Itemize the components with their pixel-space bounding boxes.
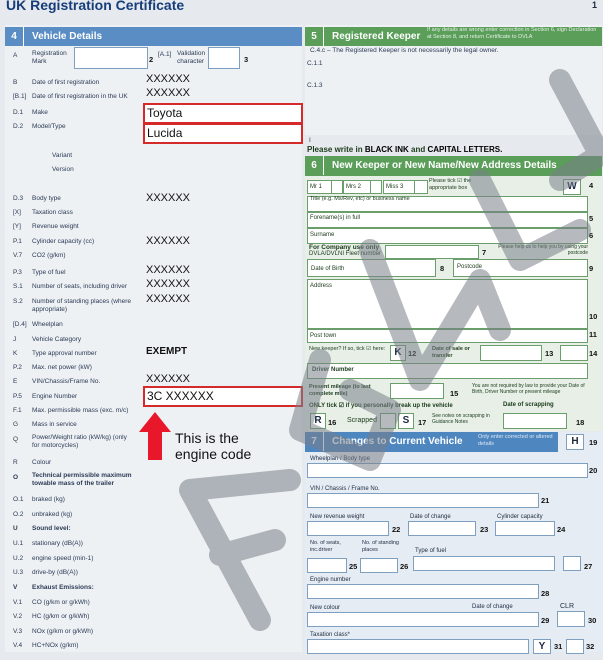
h-box[interactable]: H xyxy=(566,434,584,450)
row-label: Body type xyxy=(32,195,61,202)
row-code: R xyxy=(13,459,18,466)
date-scrapping-label: Date of scrapping xyxy=(503,402,554,408)
row-label: VIN/Chassis/Frame No. xyxy=(32,378,101,385)
scrapped-checkbox[interactable] xyxy=(380,413,396,429)
row-label: Max. net power (kW) xyxy=(32,364,92,371)
fleet-num: 7 xyxy=(482,248,487,257)
forenames-num: 5 xyxy=(589,214,594,223)
section-5-title: Registered Keeper xyxy=(332,31,421,42)
mr-label: Mr xyxy=(310,184,317,190)
please-write-prefix: Please write in xyxy=(307,145,365,154)
make-value: Toyota xyxy=(147,106,183,120)
registration-mark-label: Registration Mark xyxy=(32,50,67,65)
row-code: [X] xyxy=(13,209,21,216)
row-label: Type approval number xyxy=(32,350,97,357)
row-label: CO2 (g/km) xyxy=(32,252,66,259)
row-code: U.3 xyxy=(13,569,24,576)
colour-label: New colour xyxy=(310,605,341,611)
row-code: V.7 xyxy=(13,252,23,259)
fuel-checkbox[interactable] xyxy=(563,556,581,571)
row-code: F.1 xyxy=(13,407,22,414)
taxation-label: Taxation class* xyxy=(310,632,351,638)
mr-checkbox[interactable] xyxy=(331,180,343,194)
fuel-type-value: XXXXXX xyxy=(146,264,191,276)
post-town-label: Post town xyxy=(310,333,337,339)
row-code: A xyxy=(13,52,18,59)
row-label: Wheelplan xyxy=(32,321,63,328)
capital-letters-text: CAPITAL LETTERS. xyxy=(427,145,503,154)
fuel-num: 27 xyxy=(584,562,593,571)
row-code: J xyxy=(13,336,17,343)
page-number: 1 xyxy=(591,0,597,10)
surname-num: 6 xyxy=(589,231,594,240)
surname-label: Surname xyxy=(310,232,335,238)
engine-num: 28 xyxy=(541,589,550,598)
date-first-registration-uk-value: XXXXXX xyxy=(146,87,191,99)
fuel-label: Type of fuel xyxy=(415,548,447,554)
scrapping-note: See notes on scrapping in Guidance Notes xyxy=(432,413,490,425)
red-arrow-icon xyxy=(138,410,172,462)
date-scrapping-field[interactable] xyxy=(503,413,567,429)
section-4-number: 4 xyxy=(5,27,24,46)
row-code: P.5 xyxy=(13,393,22,400)
row-code: V.1 xyxy=(13,599,23,606)
mr-num: 1 xyxy=(318,184,323,190)
fuel-field[interactable] xyxy=(413,556,555,571)
revenue-label: New revenue weight xyxy=(310,514,365,520)
please-write-and: and xyxy=(408,145,428,154)
k-num: 12 xyxy=(408,349,417,358)
mrs-option[interactable] xyxy=(343,180,371,194)
company-use-label: For Company use only xyxy=(309,244,380,251)
type-approval-value: EXEMPT xyxy=(146,346,188,357)
registered-keeper-note: C.4.c – The Registered Keeper is not necessarily the legal owner. xyxy=(310,47,499,54)
mrs-checkbox[interactable] xyxy=(370,180,382,194)
row-code: E xyxy=(13,378,18,385)
engine-code-annotation: This is the engine code xyxy=(175,430,252,462)
section-7-title: Changes to Current Vehicle xyxy=(332,436,463,447)
present-mileage-label: Present mileage (to last complete mile) xyxy=(309,384,371,397)
w-num: 4 xyxy=(589,181,594,190)
date-first-registration-value: XXXXXX xyxy=(146,73,191,85)
row-label: HC+NOx (g/km) xyxy=(32,642,79,649)
field-14[interactable] xyxy=(560,345,588,361)
driver-number-label: Driver Number xyxy=(312,367,354,373)
standing-label: No. of standing places xyxy=(362,540,399,553)
colour-field[interactable] xyxy=(307,612,539,627)
row-code: [B.1] xyxy=(13,93,27,100)
dob-label: Date of Birth xyxy=(311,266,345,272)
miss-label: Miss xyxy=(386,184,399,190)
engine-field[interactable] xyxy=(307,584,539,599)
row-label: Max. permissible mass (exc. m/c) xyxy=(32,407,129,414)
k-box[interactable]: K xyxy=(390,345,406,361)
section-4-title: Vehicle Details xyxy=(32,31,103,42)
num-32: 32 xyxy=(586,642,595,651)
seats-num: 25 xyxy=(349,562,358,571)
vin-value: XXXXXX xyxy=(146,373,191,385)
mark-i: I xyxy=(309,137,311,144)
row-code: D.2 xyxy=(13,123,24,130)
y-box[interactable]: Y xyxy=(533,639,551,654)
date-change-field[interactable] xyxy=(408,521,476,536)
standing-num: 26 xyxy=(400,562,409,571)
title-business-label: Title (e.g. Ms/Rev, etc) or business name xyxy=(310,196,410,202)
registration-mark-field[interactable] xyxy=(74,47,148,69)
address-num: 10 xyxy=(589,312,598,321)
seats-value: XXXXXX xyxy=(146,278,191,290)
row-code: P.3 xyxy=(13,269,22,276)
row-label: Technical permissible maximum towable mass of the trailer xyxy=(32,472,132,487)
row-label: Exhaust Emissions: xyxy=(32,584,94,591)
row-code: O.1 xyxy=(13,496,24,503)
wheelplan-label: Wheelplan / Body type xyxy=(310,456,371,462)
row-code: U.2 xyxy=(13,555,24,562)
row-code: V xyxy=(13,584,18,591)
colour-num: 29 xyxy=(541,616,550,625)
s-box[interactable]: S xyxy=(398,413,414,429)
date-change-num: 23 xyxy=(480,525,489,534)
vin-field[interactable] xyxy=(307,493,539,508)
row-code: S.2 xyxy=(13,298,23,305)
date-change2-label: Date of change xyxy=(472,604,513,610)
row-label: drive-by (dB(A)) xyxy=(32,569,78,576)
w-box: W xyxy=(563,179,581,195)
r-num: 16 xyxy=(328,418,337,427)
date-sale-label: Date of sale or transfer xyxy=(432,346,470,359)
validation-label: Validation character xyxy=(177,50,206,65)
section-6-header xyxy=(305,156,602,176)
engine-number-value: 3C XXXXXX xyxy=(147,389,214,403)
please-write-instruction xyxy=(307,145,502,154)
standing-field[interactable] xyxy=(360,558,398,573)
row-code: P.2 xyxy=(13,364,22,371)
row-label: unbraked (kg) xyxy=(32,511,73,518)
miss-num: 3 xyxy=(400,184,404,190)
seats-field[interactable] xyxy=(307,558,347,573)
row-code: S.1 xyxy=(13,283,23,290)
row-code: G xyxy=(13,421,19,428)
body-type-value: XXXXXX xyxy=(146,192,191,204)
seats-label: No. of seats, inc.driver xyxy=(310,540,341,553)
post-town-num: 11 xyxy=(589,330,597,339)
section-5 xyxy=(305,25,602,135)
row-label: Colour xyxy=(32,459,52,466)
row-label: Model/Type xyxy=(32,123,66,130)
postcode-label: Postcode xyxy=(457,264,483,270)
row-code: U.1 xyxy=(13,540,24,547)
vin-label: VIN / Chassis / Frame No. xyxy=(310,486,380,492)
new-keeper-label: New keeper? If so, tick ☑ here: xyxy=(309,346,386,352)
validation-character-field[interactable] xyxy=(208,47,240,69)
standing-places-value: XXXXXX xyxy=(146,293,191,305)
dob-num: 8 xyxy=(440,264,445,273)
miss-option[interactable] xyxy=(383,180,415,194)
row-label: Variant xyxy=(52,152,73,159)
model-value: Lucida xyxy=(147,126,183,140)
section-7-note: Only enter corrected or altered details xyxy=(478,434,553,447)
postcode-help: Please help us to help you by using your postcode xyxy=(498,244,588,256)
row-label: Date of first registration xyxy=(32,79,100,86)
scrap-num: 18 xyxy=(576,418,585,427)
cylinder-num: 24 xyxy=(557,525,566,534)
row-label: HC (g/km or g/kWh) xyxy=(32,613,90,620)
row-label: Type of fuel xyxy=(32,269,66,276)
row-code: K xyxy=(13,350,18,357)
row-code: D.3 xyxy=(13,195,24,202)
validation-code: [A.1] xyxy=(158,51,172,58)
black-ink-text: BLACK INK xyxy=(364,145,409,154)
row-label: NOx (g/km or g/kWh) xyxy=(32,628,94,635)
row-label: Cylinder capacity (cc) xyxy=(32,238,95,245)
row-label: Vehicle Category xyxy=(32,336,82,343)
date-sale-num: 13 xyxy=(545,349,554,358)
postcode-num: 9 xyxy=(589,264,594,273)
row-label: braked (kg) xyxy=(32,496,65,503)
y-num: 31 xyxy=(554,642,563,651)
row-label: Version xyxy=(52,166,74,173)
reg-box-number: 2 xyxy=(149,55,154,64)
c11-label: C.1.1 xyxy=(307,60,323,67)
row-code: Q xyxy=(13,436,19,443)
row-code: P.1 xyxy=(13,238,22,245)
cylinder-field[interactable] xyxy=(495,521,555,536)
row-code: O xyxy=(13,474,19,481)
tick-note: Please tick ☑ the appropriate box xyxy=(429,178,472,191)
row-label: CO (g/km or g/kWh) xyxy=(32,599,90,606)
row-label: Number of standing places (where appropriate) xyxy=(32,298,131,313)
row-label: Make xyxy=(32,109,48,116)
r-box[interactable]: R xyxy=(310,413,326,429)
row-label: Revenue weight xyxy=(32,223,79,230)
row-code: D.1 xyxy=(13,109,24,116)
row-label: Taxation class xyxy=(32,209,73,216)
cylinder-capacity-value: XXXXXX xyxy=(146,235,191,247)
row-code: V.3 xyxy=(13,628,23,635)
row-code: [D.4] xyxy=(13,321,27,328)
section-5-note: If any details are wrong enter correction in Section 6, sign Declaration at Section 8, and return Certificate to DVLA xyxy=(427,27,597,40)
engine-label: Engine number xyxy=(310,577,351,583)
revenue-field[interactable] xyxy=(307,521,389,536)
clr-field[interactable] xyxy=(557,611,585,627)
date-sale-field[interactable] xyxy=(480,345,542,361)
forenames-label: Forename(s) in full xyxy=(310,215,361,221)
row-label: Number of seats, including driver xyxy=(32,283,128,290)
post-town-field[interactable] xyxy=(307,329,588,343)
row-label: stationary (dB(A)) xyxy=(32,540,83,547)
s-num: 17 xyxy=(418,418,427,427)
section-6-title: New Keeper or New Name/New Address Details xyxy=(332,160,557,171)
document-title: UK Registration Certificate xyxy=(6,0,185,13)
row-code: O.2 xyxy=(13,511,24,518)
mrs-label: Mrs xyxy=(346,184,356,190)
num-14: 14 xyxy=(589,349,598,358)
row-code: V.4 xyxy=(13,642,23,649)
present-mileage-field[interactable] xyxy=(390,383,444,399)
clr-num: 30 xyxy=(588,616,597,625)
row-label: engine speed (min-1) xyxy=(32,555,94,562)
wheelplan-num: 20 xyxy=(589,466,598,475)
cylinder-label: Cylinder capacity xyxy=(497,514,543,520)
mileage-num: 15 xyxy=(450,389,459,398)
wheelplan-field[interactable] xyxy=(307,463,588,478)
not-required-note: You are not required by law to provide your Date of Birth, Driver Number or present mileage xyxy=(472,383,585,395)
scrapped-label: Scrapped xyxy=(347,417,377,424)
section-5-number: 5 xyxy=(305,27,324,46)
vin-num: 21 xyxy=(541,496,550,505)
only-tick-label: ONLY tick ☑ if you personally break up the vehicle xyxy=(309,403,453,409)
row-code: B xyxy=(13,79,18,86)
row-code: U xyxy=(13,525,18,532)
section-7-number: 7 xyxy=(305,432,324,451)
fleet-number-field[interactable] xyxy=(385,245,479,259)
miss-checkbox[interactable] xyxy=(414,180,428,194)
row-label: Date of first registration in the UK xyxy=(32,93,128,100)
mr-option[interactable] xyxy=(307,180,333,194)
mrs-num: 2 xyxy=(357,184,362,190)
row-label: Power/Weight ratio (kW/kg) (only for motorcycles) xyxy=(32,434,127,449)
validation-box-number: 3 xyxy=(244,55,249,64)
revenue-num: 22 xyxy=(392,525,401,534)
row-label: Engine Number xyxy=(32,393,78,400)
row-code: [Y] xyxy=(13,223,21,230)
h-num: 19 xyxy=(589,438,598,447)
section-6-number: 6 xyxy=(305,156,324,175)
address-field[interactable] xyxy=(307,279,588,329)
date-change-label: Date of change xyxy=(410,514,451,520)
row-label: Mass in service xyxy=(32,421,77,428)
row-label: Sound level: xyxy=(32,525,71,532)
surname-field[interactable] xyxy=(307,228,588,244)
section-4-header xyxy=(5,27,302,46)
clr-label: CLR xyxy=(560,603,575,610)
c13-label: C.1.3 xyxy=(307,82,323,89)
fleet-label: DVLA/DVLNI Fleet number xyxy=(309,251,382,257)
address-label: Address xyxy=(310,283,333,289)
row-code: V.2 xyxy=(13,613,23,620)
